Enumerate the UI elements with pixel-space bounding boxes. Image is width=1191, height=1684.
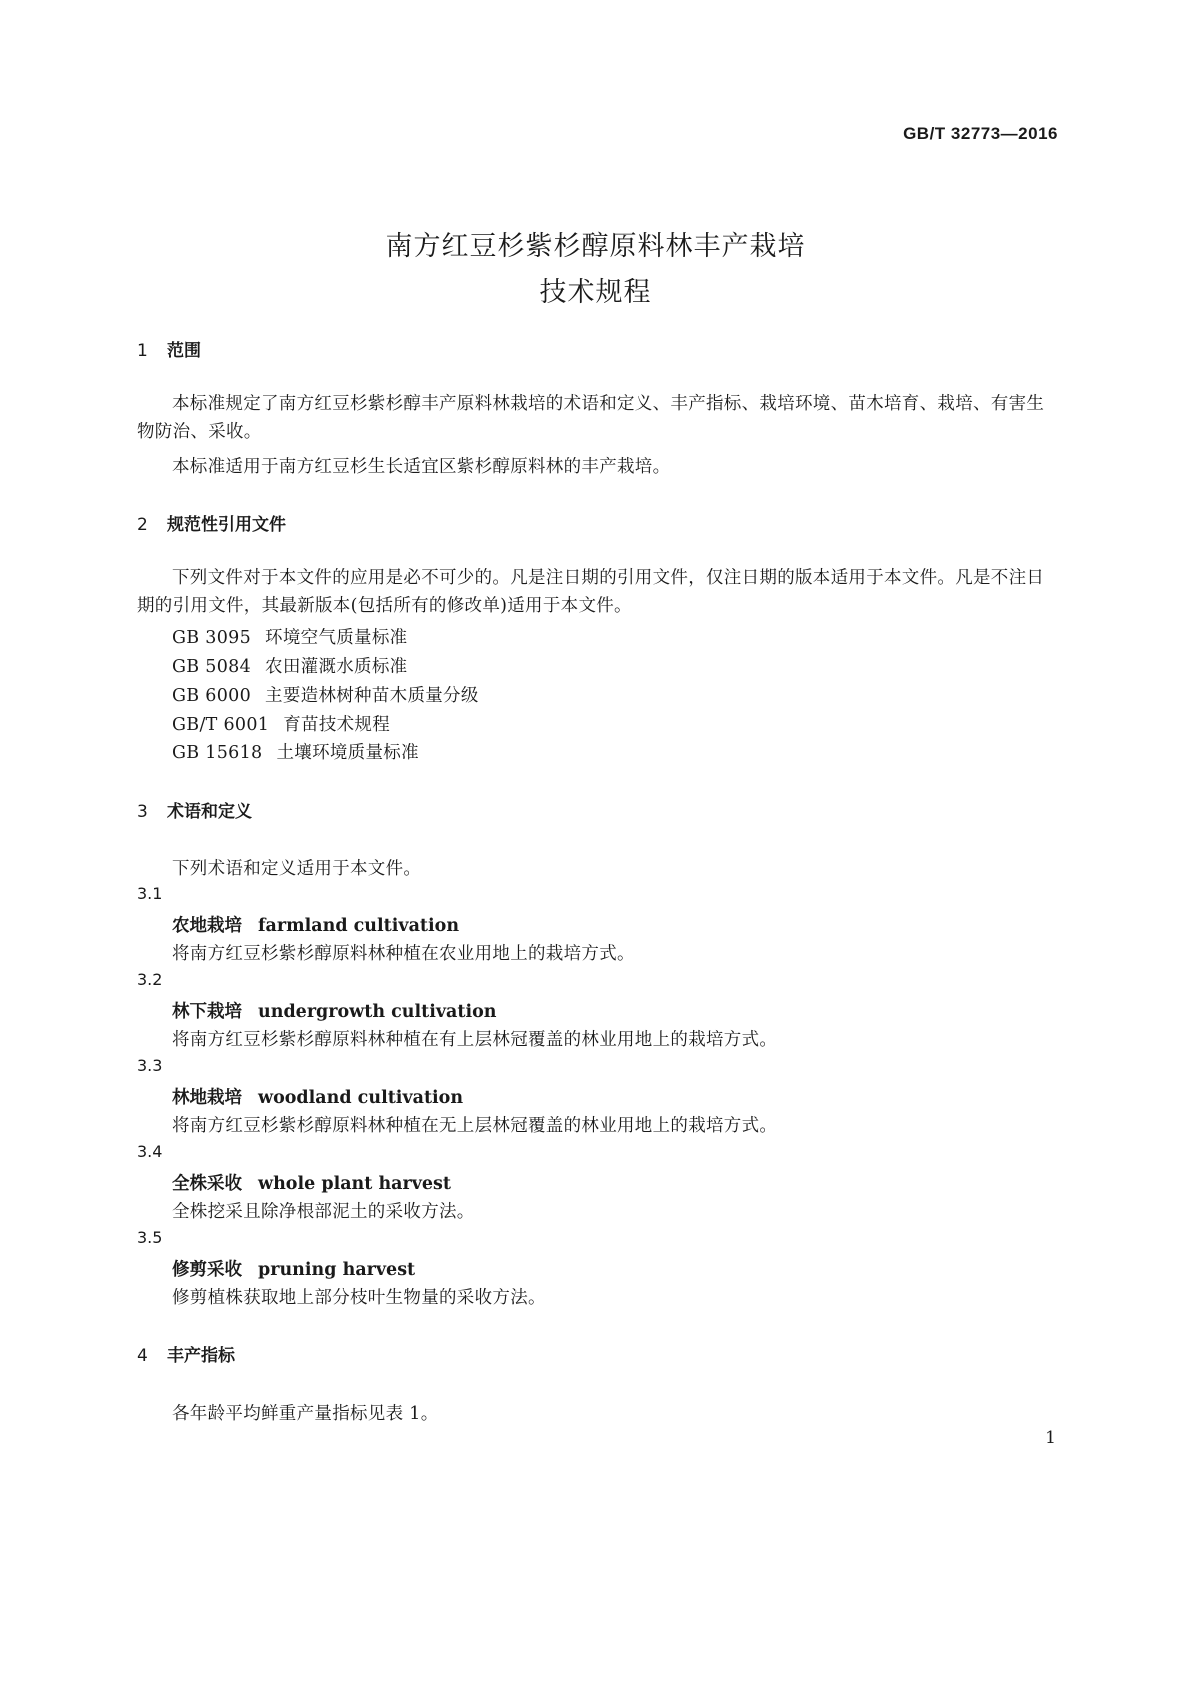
document-title-line1: 南方红豆杉紫杉醇原料林丰产栽培 — [385, 231, 806, 262]
term-definition: 修剪植株获取地上部分枝叶生物量的采收方法。 — [172, 1288, 546, 1308]
document-title-line2: 技术规程 — [539, 277, 652, 308]
term-heading — [172, 1170, 451, 1195]
term-heading — [172, 1084, 463, 1109]
term-heading — [172, 1256, 415, 1281]
term-zh: 林地栽培 — [172, 1088, 242, 1108]
reference-title: 育苗技术规程 — [283, 715, 391, 735]
section-title: 丰产指标 — [167, 1346, 235, 1366]
reference-item — [172, 653, 407, 678]
term-number: 3.4 — [137, 1142, 163, 1161]
reference-title: 环境空气质量标准 — [265, 628, 408, 648]
section-heading-scope — [137, 336, 201, 361]
standard-code: GB/T 32773—2016 — [903, 124, 1058, 143]
term-number: 3.2 — [137, 970, 163, 989]
reference-code: GB 5084 — [172, 657, 252, 677]
reference-item — [172, 739, 419, 764]
term-definition: 将南方红豆杉紫杉醇原料林种植在农业用地上的栽培方式。 — [172, 944, 635, 964]
term-definition: 将南方红豆杉紫杉醇原料林种植在无上层林冠覆盖的林业用地上的栽培方式。 — [172, 1116, 778, 1136]
scope-paragraph-2: 本标准适用于南方红豆杉生长适宜区紫杉醇原料林的丰产栽培。 — [172, 457, 671, 477]
term-zh: 修剪采收 — [172, 1260, 242, 1280]
term-definition: 将南方红豆杉紫杉醇原料林种植在有上层林冠覆盖的林业用地上的栽培方式。 — [172, 1030, 778, 1050]
section-number: 2 — [137, 515, 148, 535]
term-en: pruning harvest — [258, 1260, 416, 1280]
term-definition: 全株挖采且除净根部泥土的采收方法。 — [172, 1202, 475, 1222]
term-en: farmland cultivation — [258, 916, 460, 936]
section-number: 3 — [137, 802, 148, 822]
reference-item — [172, 711, 390, 736]
section-heading-high-yield-indicators — [137, 1341, 235, 1366]
reference-title: 土壤环境质量标准 — [276, 743, 419, 763]
scope-paragraph-1: 本标准规定了南方红豆杉紫杉醇丰产原料林栽培的术语和定义、丰产指标、栽培环境、苗木培育、栽培、有害生物防治、采收。 — [137, 394, 1045, 442]
reference-code: GB/T 6001 — [172, 715, 270, 735]
normative-intro: 下列文件对于本文件的应用是必不可少的。凡是注日期的引用文件，仅注日期的版本适用于本文件。凡是不注日期的引用文件，其最新版本(包括所有的修改单)适用于本文件。 — [137, 568, 1045, 616]
reference-title: 农田灌溉水质标准 — [265, 657, 408, 677]
term-number: 3.1 — [137, 884, 163, 903]
reference-code: GB 3095 — [172, 628, 252, 648]
reference-code: GB 15618 — [172, 743, 263, 763]
term-heading — [172, 912, 459, 937]
section-title: 范围 — [167, 341, 201, 361]
term-zh: 全株采收 — [172, 1174, 242, 1194]
term-en: woodland cultivation — [258, 1088, 464, 1108]
section-heading-terms-definitions — [137, 797, 252, 822]
page-number: 1 — [1045, 1428, 1056, 1448]
term-zh: 农地栽培 — [172, 916, 242, 936]
section-number: 4 — [137, 1346, 148, 1366]
term-heading — [172, 998, 497, 1023]
section-number: 1 — [137, 341, 148, 361]
section-heading-normative-references — [137, 510, 286, 535]
section-title: 规范性引用文件 — [167, 515, 286, 535]
term-en: whole plant harvest — [258, 1174, 451, 1194]
section-title: 术语和定义 — [167, 802, 252, 822]
term-number: 3.3 — [137, 1056, 163, 1075]
term-zh: 林下栽培 — [172, 1002, 242, 1022]
reference-title: 主要造林树种苗木质量分级 — [265, 686, 479, 706]
reference-item — [172, 624, 407, 649]
term-en: undergrowth cultivation — [258, 1002, 497, 1022]
reference-item — [172, 682, 479, 707]
term-number: 3.5 — [137, 1228, 163, 1247]
terms-intro: 下列术语和定义适用于本文件。 — [172, 859, 422, 879]
reference-code: GB 6000 — [172, 686, 252, 706]
yield-intro: 各年龄平均鲜重产量指标见表 1。 — [172, 1404, 439, 1424]
